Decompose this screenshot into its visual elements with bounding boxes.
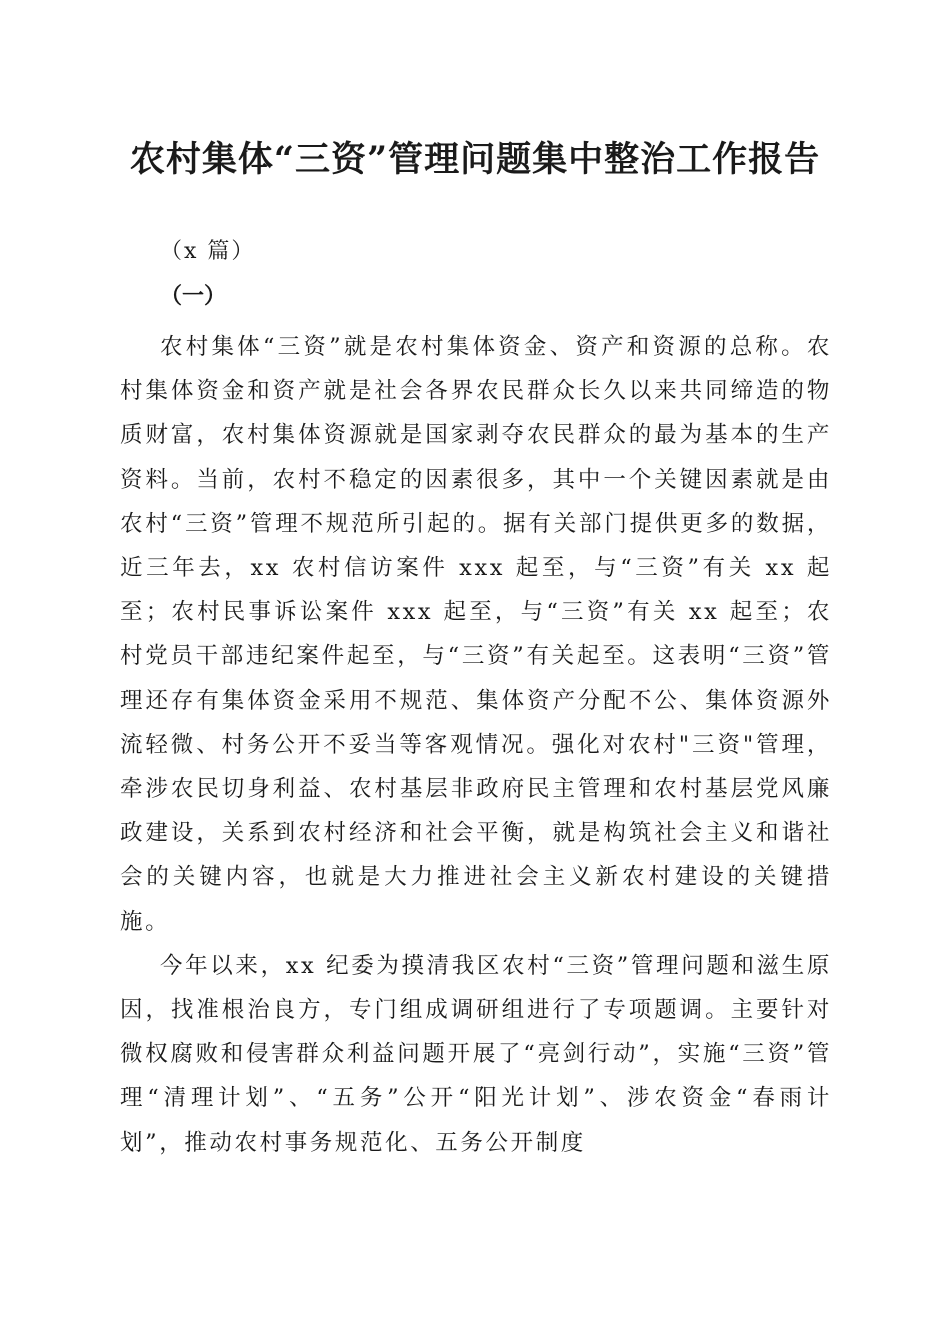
paragraph: 农村集体“三资”就是农村集体资金、资产和资源的总称。农村集体资金和资产就是社会各界农民群众长久以来共同缔造的物质财富，农村集体资源就是国家剥夺农民群众的最为基本的生产资料。当前，农村不稳定的因素很多，其中一个关键因素就是由农村“三资”管理不规范所引起的。据有关部门提供更多的数据，近三年去，xx 农村信访案件 xxx 起至，与“三资”有关 xx 起至；农村民事诉讼案件 xxx 起至，与“三资”有关 xx 起至；农村党员干部违纪案件起至，与“三资”有关起至。这表明“三资”管理还存有集体资金采用不规范、集体资产分配不公、集体资源外流轻微、村务公开不妥当等客观情况。强化对农村"三资"管理，牵涉农民切身利益、农村基层非政府民主管理和农村基层党风廉政建设，关系到农村经济和社会平衡，就是构筑社会主义和谐社会的关键内容，也就是大力推进社会主义新农村建设的关键措施。 [120,334,832,935]
article-label: （x 篇） [160,239,256,264]
section-heading: （一） [160,283,227,309]
document-body [120,325,832,1165]
document-title: 农村集体“三资”管理问题集中整治工作报告 [129,139,821,180]
paragraph: 今年以来，xx 纪委为摸清我区农村“三资”管理问题和滋生原因，找准根治良方，专门组成调研组进行了专项题调。主要针对微权腐败和侵害群众利益问题开展了“亮剑行动”，实施“三资”管理“清理计划”、“五务”公开“阳光计划”、涉农资金“春雨计划”，推动农村事务规范化、五务公开制度 [120,952,832,1156]
